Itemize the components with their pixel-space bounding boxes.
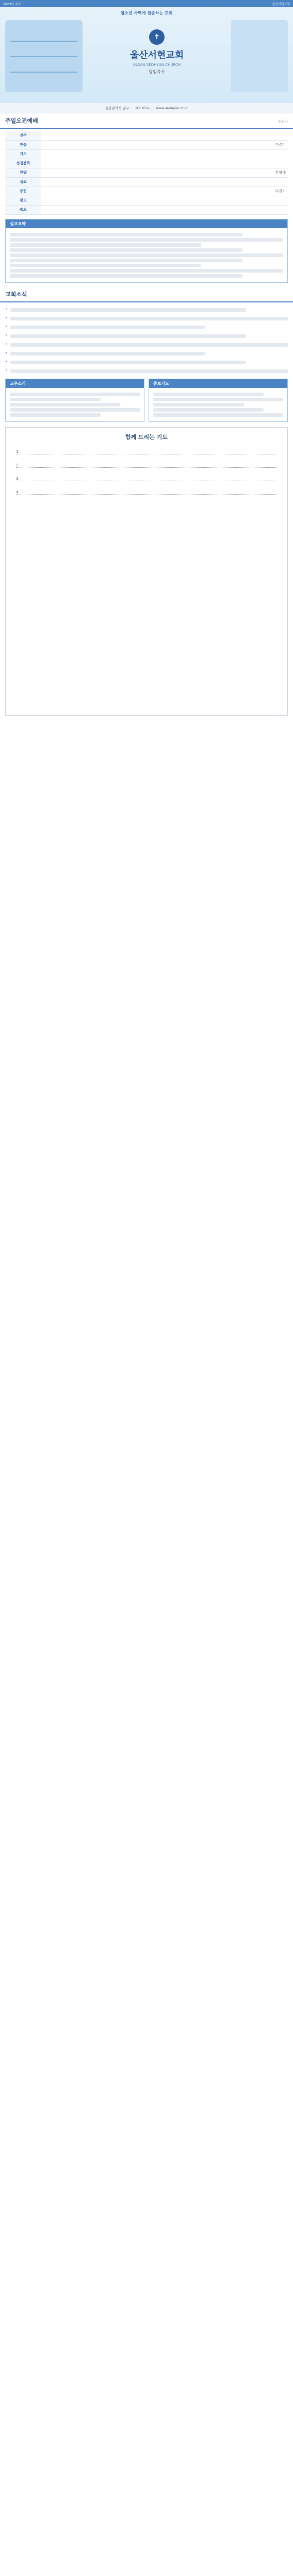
slogan: 청소년 사역에 집중하는 교회 xyxy=(120,11,173,15)
worship-cell-k: 찬송 xyxy=(5,140,41,149)
worship-cell-r xyxy=(257,149,288,159)
worship-row xyxy=(5,140,288,149)
worship-row xyxy=(5,187,288,196)
worship-cell-r xyxy=(257,177,288,187)
worship-cell-k: 광고 xyxy=(5,196,41,205)
notice-list xyxy=(5,306,288,376)
worship-cell-v xyxy=(41,131,257,140)
worship-cell-k: 찬양 xyxy=(5,168,41,177)
worship-cell-r: 다같이 xyxy=(257,140,288,149)
worship-cell-v xyxy=(41,196,257,205)
worship-cell-k: 축도 xyxy=(5,205,41,214)
phone: TEL 052- xyxy=(135,106,150,110)
pastor-label: 담임목사 xyxy=(149,70,165,74)
worship-cell-r xyxy=(257,205,288,214)
church-name: 울산서현교회 xyxy=(129,50,184,61)
prayer-request-box: 중보기도 xyxy=(149,379,288,422)
worship-cell-r: 찬양대 xyxy=(257,168,288,177)
worship-title: 주일오전예배 인도자 xyxy=(0,113,293,129)
news-box: 교우소식 xyxy=(5,379,144,422)
church-english-name: ULSAN SEOHYUN CHURCH xyxy=(133,63,181,67)
worship-cell-r: 다같이 xyxy=(257,187,288,196)
worship-cell-k: 설교 xyxy=(5,177,41,187)
worship-cell-v xyxy=(41,205,257,214)
worship-cell-v xyxy=(41,177,257,187)
header-strip-right: 울산서현교회 xyxy=(272,2,290,6)
notice-title: 교회소식 xyxy=(0,287,293,302)
worship-row xyxy=(5,205,288,214)
worship-cell-r xyxy=(257,196,288,205)
worship-cell-r xyxy=(257,131,288,140)
worship-row xyxy=(5,159,288,168)
sermon-title: 설교요약 xyxy=(10,221,26,226)
worship-cell-k: 성경봉독 xyxy=(5,159,41,168)
worship-cell-v xyxy=(41,140,257,149)
prayer-line: 1. xyxy=(16,444,277,454)
worship-cell-v xyxy=(41,187,257,196)
prayer-section xyxy=(5,427,288,716)
church-logo-icon: ✝ xyxy=(149,29,165,45)
header-illustration-right xyxy=(231,20,288,92)
header xyxy=(0,0,293,103)
prayer-line: 2. xyxy=(16,457,277,468)
worship-row xyxy=(5,177,288,187)
header-strip xyxy=(0,0,293,7)
worship-cell-k: 전주 xyxy=(5,131,41,140)
worship-row xyxy=(5,196,288,205)
worship-cell-k: 기도 xyxy=(5,149,41,159)
worship-cell-v xyxy=(41,149,257,159)
sermon-box xyxy=(5,219,288,283)
worship-cell-v xyxy=(41,159,257,168)
worship-cell-r xyxy=(257,159,288,168)
worship-row xyxy=(5,131,288,140)
prayer-line: 4. xyxy=(16,484,277,495)
website-link[interactable]: www.seohyun.or.kr xyxy=(156,106,188,110)
worship-cell-v xyxy=(41,168,257,177)
address: 울산광역시 남구 xyxy=(105,106,129,110)
header-strip-left: 2023년 주보 xyxy=(3,2,21,6)
address-strip xyxy=(0,103,293,113)
worship-order-table xyxy=(5,131,288,215)
worship-row xyxy=(5,168,288,177)
worship-row xyxy=(5,149,288,159)
prayer-line: 3. xyxy=(16,471,277,481)
worship-cell-k: 봉헌 xyxy=(5,187,41,196)
header-illustration-left xyxy=(5,20,83,92)
prayer-title: 함께 드리는 기도 xyxy=(125,433,168,440)
